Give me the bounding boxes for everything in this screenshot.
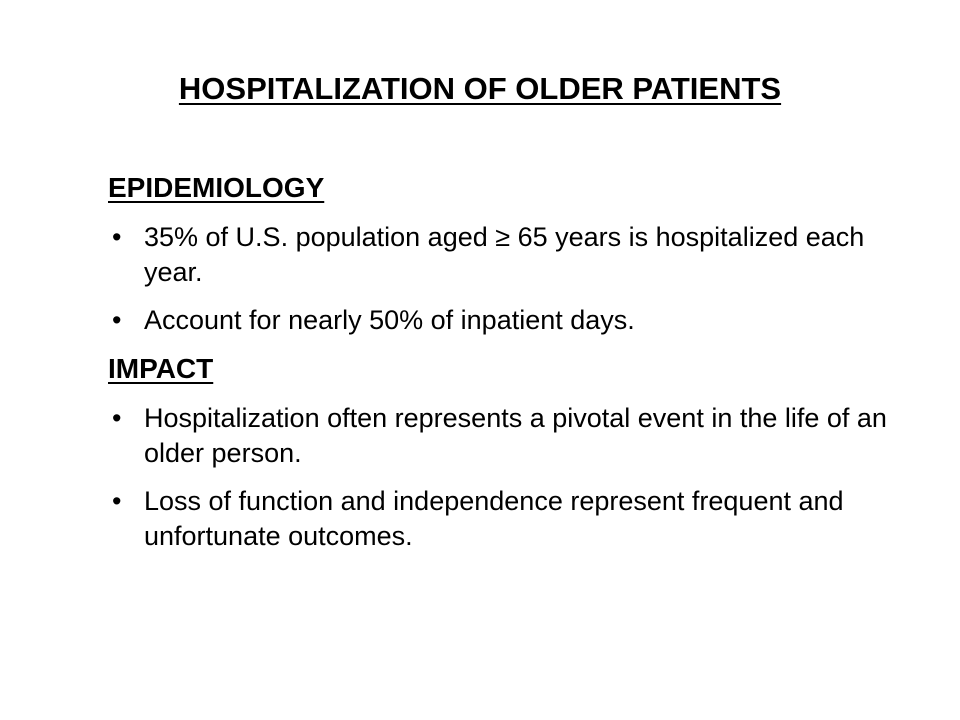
bullet-list-impact [108,401,928,554]
bullet-icon: • [112,403,122,433]
bullet-item [108,303,928,338]
slide-title: HOSPITALIZATION OF OLDER PATIENTS [178,71,782,106]
bullet-icon: • [112,305,122,335]
bullet-icon: • [112,486,122,516]
slide-content [108,170,928,567]
bullet-list-epidemiology [108,220,928,338]
bullet-text: 35% of U.S. population aged ≥ 65 years is hospitalized each year. [144,222,865,287]
bullet-item [108,220,928,290]
bullet-text: Loss of function and independence represent frequent and unfortunate outcomes. [144,486,844,551]
bullet-text: Account for nearly 50% of inpatient days. [144,305,635,335]
bullet-item [108,484,928,554]
section-heading-epidemiology: EPIDEMIOLOGY [108,172,325,203]
bullet-item [108,401,928,471]
section-heading-impact: IMPACT [108,353,214,384]
bullet-text: Hospitalization often represents a pivotal event in the life of an older person. [144,403,887,468]
bullet-icon: • [112,222,122,252]
